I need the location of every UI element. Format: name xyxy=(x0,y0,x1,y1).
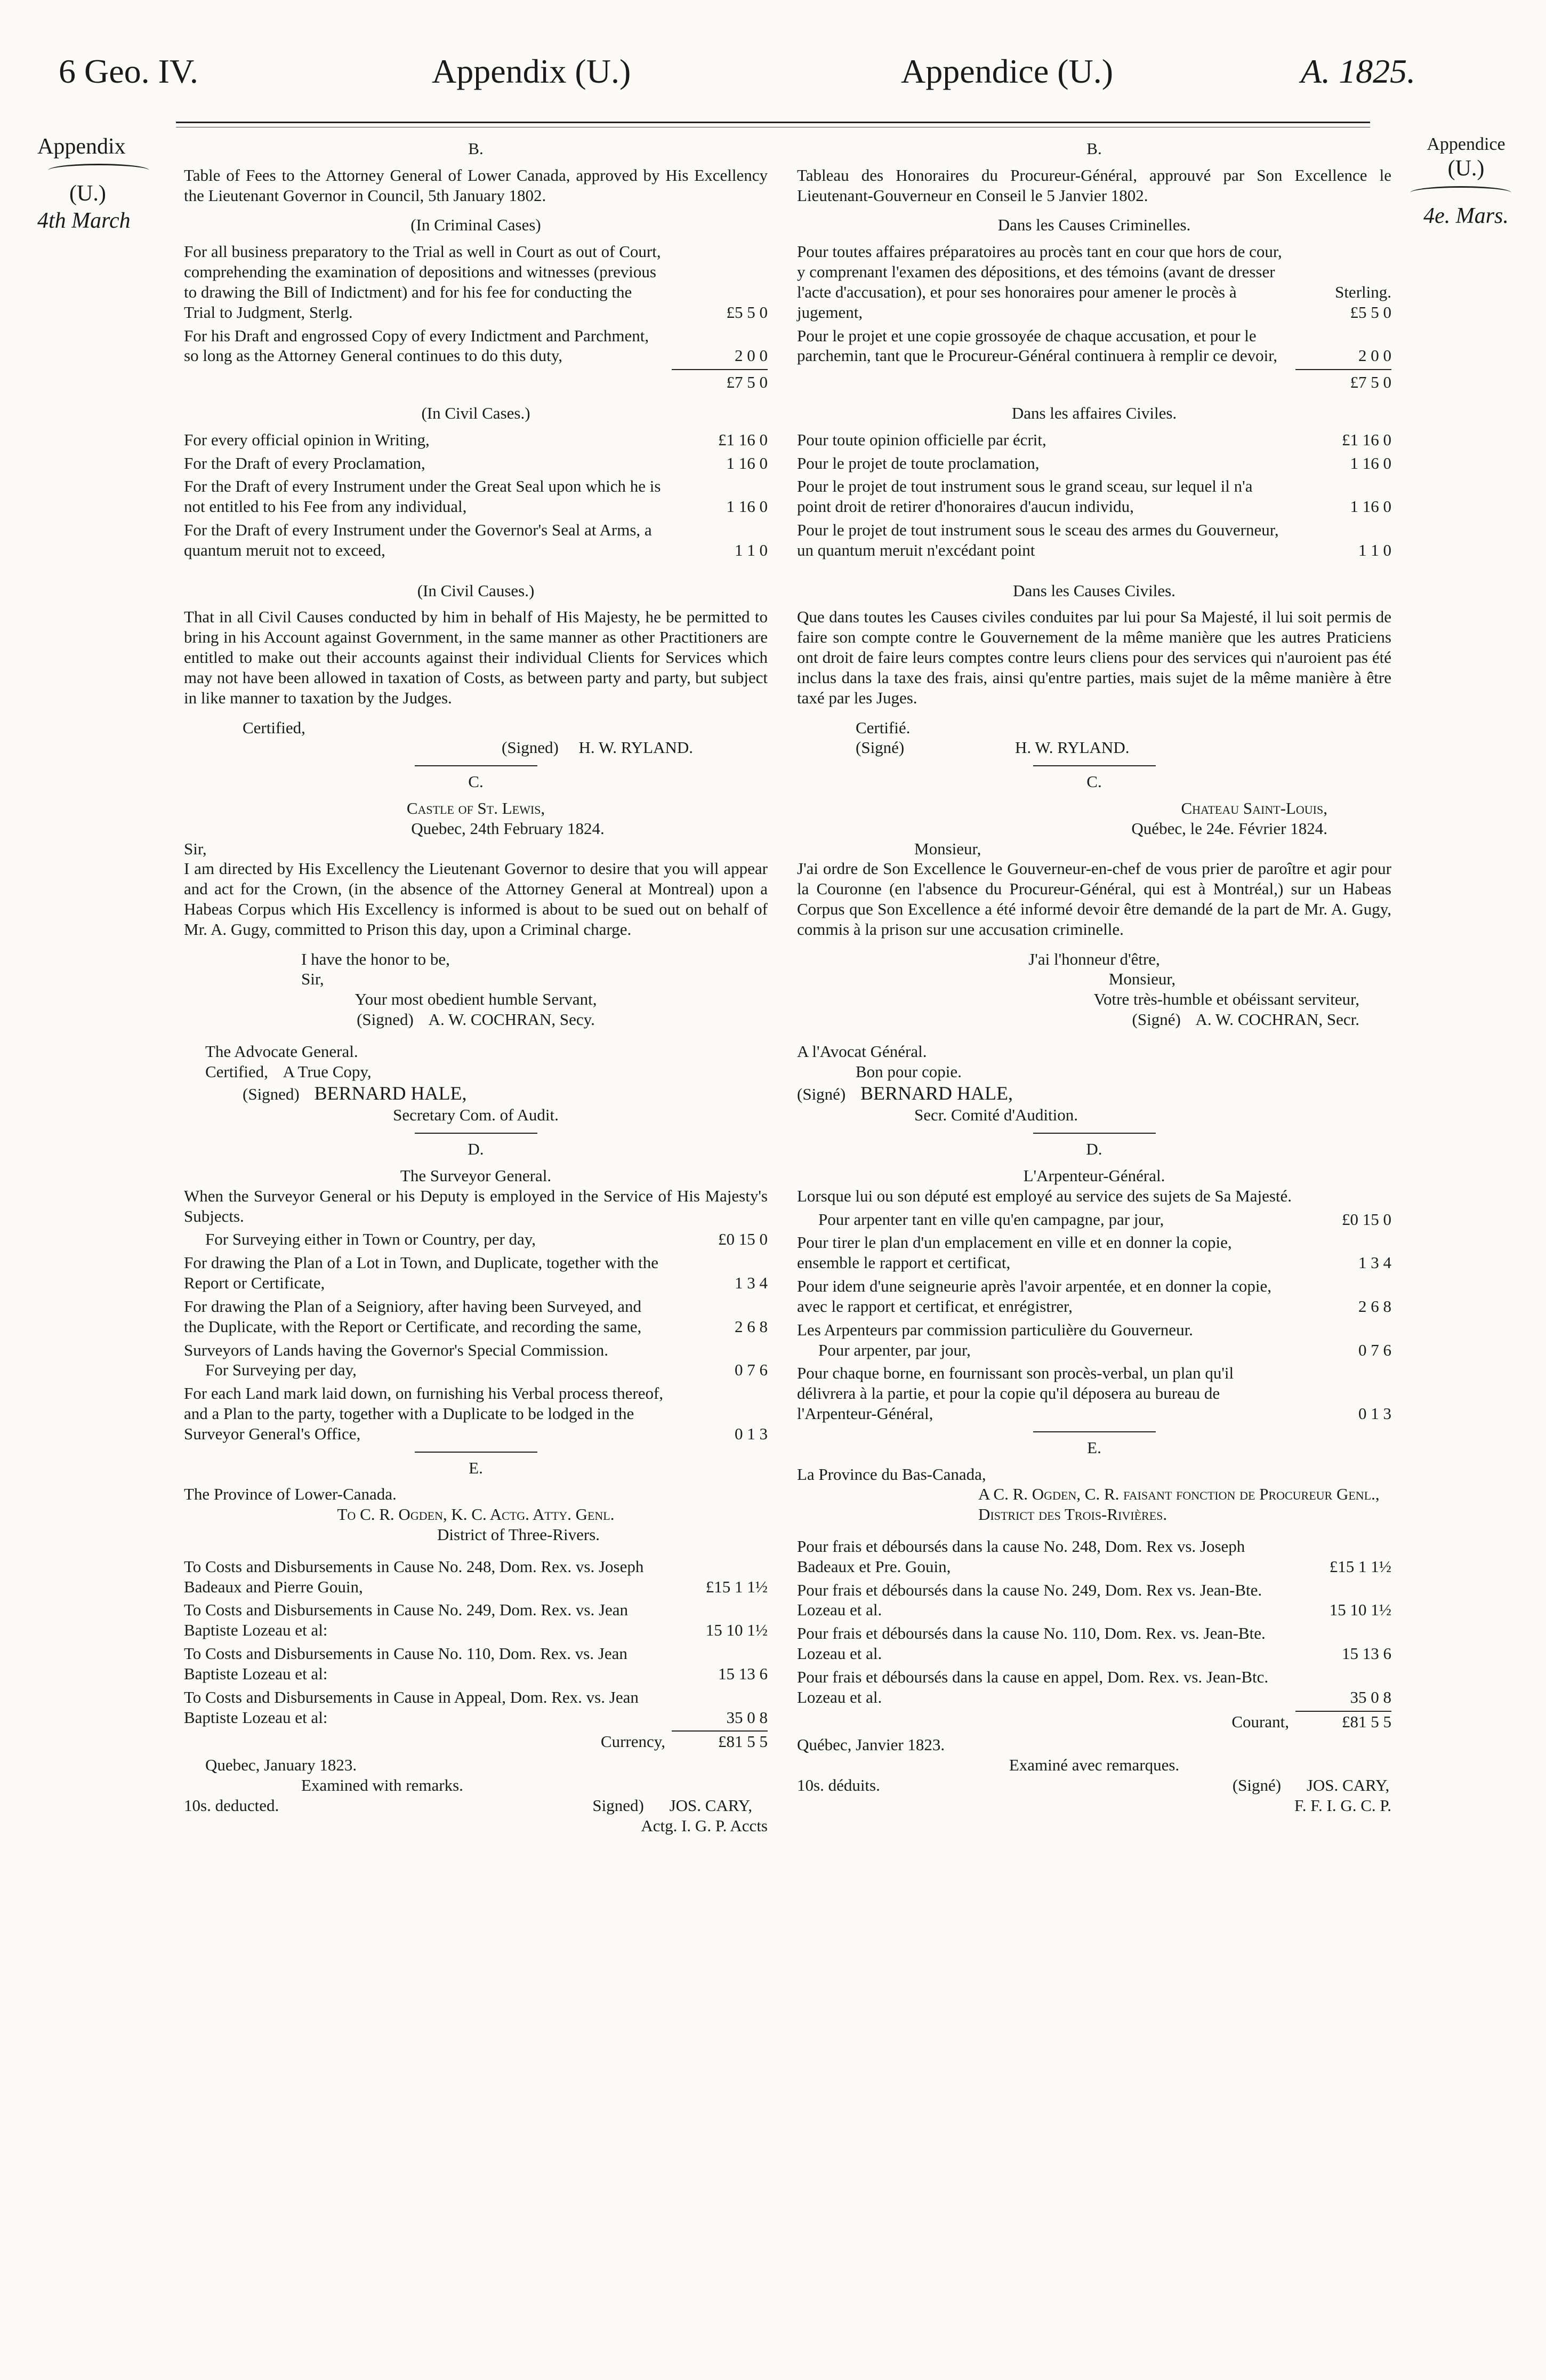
letter-honor: I have the honor to be, xyxy=(301,949,450,968)
fee-text: For his Draft and engrossed Copy of every Indictment and Parchment, so long as the Attorney General continues to do this duty, xyxy=(184,326,649,365)
account-amount: 15 13 6 xyxy=(718,1664,768,1683)
fee-row xyxy=(797,476,1391,517)
signer-ryland: H. W. RYLAND. xyxy=(1015,738,1130,757)
account-row xyxy=(184,1687,768,1728)
civil-causes-title: Dans les Causes Civiles. xyxy=(1013,581,1175,600)
account-text: Pour frais et déboursés dans la cause No. 248, Dom. Rex vs. Joseph Badeaux et Pre. Gouin, xyxy=(797,1537,1245,1576)
fee-row xyxy=(184,242,768,322)
fee-text: For drawing the Plan of a Seigniory, after having been Surveyed, and the Duplicate, with the Report or Certificate, and recording the same, xyxy=(184,1296,642,1336)
fee-total-amount: £7 5 0 xyxy=(672,369,768,392)
sterling-label: Sterling. xyxy=(1335,282,1391,301)
account-signature xyxy=(184,1796,768,1836)
account-row xyxy=(184,1644,768,1684)
fee-amount: 1 1 0 xyxy=(1358,540,1391,559)
signer-cochran: A. W. COCHRAN, Secy. xyxy=(428,1010,595,1029)
fee-row xyxy=(797,1340,1391,1360)
civil-causes-title: (In Civil Causes.) xyxy=(417,581,535,600)
letter-recipient: A l'Avocat Général. xyxy=(797,1041,927,1061)
fee-amount: 1 16 0 xyxy=(1350,497,1391,516)
province-label: The Province of Lower-Canada. xyxy=(184,1485,397,1504)
fee-row xyxy=(797,242,1391,322)
letter-servant: Votre très-humble et obéissant serviteur, xyxy=(1093,990,1359,1009)
letter-salutation: Sir, xyxy=(184,839,207,858)
fee-total xyxy=(184,369,768,392)
account-district: District of Three-Rivers. xyxy=(437,1525,600,1544)
true-copy-label: A True Copy, xyxy=(283,1062,372,1081)
margin-left-date: 4th March xyxy=(37,209,131,234)
fee-amount: 0 1 3 xyxy=(735,1424,768,1443)
fee-text: Pour le projet de toute proclamation, xyxy=(797,453,1040,472)
section-c-title: C. xyxy=(468,772,484,791)
hale-role: Secr. Comité d'Audition. xyxy=(914,1105,1078,1125)
section-e-title: E. xyxy=(469,1458,483,1477)
letter-salutation: Monsieur, xyxy=(914,839,981,858)
letter-signature xyxy=(184,1009,768,1030)
surveyor-intro: Lorsque lui ou son député est employé au service des sujets de Sa Majesté. xyxy=(797,1186,1292,1205)
account-text: Pour frais et déboursés dans la cause No. 249, Dom. Rex vs. Jean-Bte. Lozeau et al. xyxy=(797,1580,1262,1620)
fee-amount: 0 1 3 xyxy=(1358,1404,1391,1423)
fee-text: Pour toute opinion officielle par écrit, xyxy=(797,430,1046,449)
fee-text: Pour toutes affaires préparatoires au procès tant en cour que hors de cour, y comprenant l'examen des dépositions, et des témoins (avant de dresser l'acte d'accusation), et pour ses honoraires pour amener le procès à jugement, xyxy=(797,242,1282,322)
currency-label: Currency, xyxy=(600,1732,665,1751)
section-e-title: E. xyxy=(1087,1438,1101,1457)
fee-amount: 2 0 0 xyxy=(735,346,768,365)
currency-label: Courant, xyxy=(1231,1712,1289,1731)
signed-label: (Signé) xyxy=(797,1084,846,1103)
signed-label: (Signed) xyxy=(357,1010,414,1029)
fee-row xyxy=(184,520,768,560)
fee-row xyxy=(797,520,1391,560)
signer-cary: JOS. CARY, xyxy=(669,1796,752,1815)
fee-amount: 2 6 8 xyxy=(1358,1296,1391,1316)
account-row xyxy=(797,1623,1391,1664)
fee-text: For each Land mark laid down, on furnishing his Verbal process thereof, and a Plan to the party, together with a Duplicate to be lodged in the Surveyor General's Office, xyxy=(184,1384,664,1443)
account-amount: 35 0 8 xyxy=(1350,1687,1391,1706)
account-row xyxy=(184,1557,768,1597)
fee-text: For all business preparatory to the Trial as well in Court as out of Court, comprehending the examination of depositions and witnesses (previous to drawing the Bill of Indictment) and for his fee for conducting the Trial to Judgment, Sterlg. xyxy=(184,242,661,322)
fee-row xyxy=(797,1209,1391,1230)
account-amount: 15 13 6 xyxy=(1342,1644,1391,1663)
account-date: Québec, Janvier 1823. xyxy=(797,1735,945,1754)
section-b-title: B. xyxy=(1086,139,1102,158)
account-row xyxy=(184,1600,768,1640)
account-text: Pour frais et déboursés dans la cause en appel, Dom. Rex. vs. Jean-Btc. Lozeau et al. xyxy=(797,1667,1269,1706)
fee-text: Pour arpenter, par jour, xyxy=(818,1340,971,1359)
true-copy-label: Bon pour copie. xyxy=(856,1062,962,1081)
margin-right-label: Appendice xyxy=(1427,134,1505,154)
fee-amount: 1 16 0 xyxy=(726,497,768,516)
signed-label: (Signé) xyxy=(856,738,905,757)
fee-row xyxy=(184,453,768,474)
signer-ryland: H. W. RYLAND. xyxy=(578,738,693,757)
signed-label: (Signed) xyxy=(502,738,559,757)
page-header xyxy=(37,51,1509,109)
fee-text: Pour chaque borne, en fournissant son procès-verbal, un plan qu'il délivrera à la partie, et pour la copie qu'il déposera au bureau de l'Arpenteur-Général, xyxy=(797,1364,1234,1423)
fee-row xyxy=(184,1253,768,1293)
fee-row xyxy=(184,476,768,517)
account-text: To Costs and Disbursements in Cause in Appeal, Dom. Rex. vs. Jean Baptiste Lozeau et al: xyxy=(184,1687,639,1727)
account-text: Pour frais et déboursés dans la cause No. 110, Dom. Rex. vs. Jean-Bte. Lozeau et al. xyxy=(797,1624,1266,1663)
account-row xyxy=(797,1580,1391,1621)
fee-amount: 0 7 6 xyxy=(1358,1340,1391,1359)
fee-row xyxy=(184,1383,768,1444)
fee-amount: 1 16 0 xyxy=(1350,453,1391,472)
letter-recipient: The Advocate General. xyxy=(205,1041,358,1061)
fee-amount: 1 1 0 xyxy=(735,540,768,559)
copy-signature xyxy=(184,1082,768,1105)
header-center-en: Appendix (U.) xyxy=(432,52,631,90)
certified-label: Certifié. xyxy=(856,718,911,737)
margin-right xyxy=(1399,133,1533,230)
signer-cochran: A. W. COCHRAN, Secr. xyxy=(1195,1010,1359,1029)
letter-certified xyxy=(184,1062,768,1082)
deducted-note: 10s. deducted. xyxy=(184,1796,279,1815)
letter-place: Chateau Saint-Louis, xyxy=(1181,798,1327,818)
header-left: 6 Geo. IV. xyxy=(59,52,198,90)
header-rule xyxy=(176,122,1370,123)
account-text: To Costs and Disbursements in Cause No. 110, Dom. Rex. vs. Jean Baptiste Lozeau et al: xyxy=(184,1644,627,1683)
account-total-row xyxy=(797,1711,1391,1732)
fee-text: Pour le projet de tout instrument sous le sceau des armes du Gouverneur, un quantum meruit n'excédant point xyxy=(797,520,1279,559)
section-b-title: B. xyxy=(468,139,484,158)
letter-date: Quebec, 24th February 1824. xyxy=(411,819,605,838)
letter-body: J'ai ordre de Son Excellence le Gouverneur-en-chef de vous prier de paroître et agir pour la Couronne (en l'absence du Procureur-Général, qui est à Montréal,) sur un Habeas Corpus que Son Excellence a été informé devoir être demandé de la part de Mr. A. Gugy, commis à la prison sur une accusation criminelle. xyxy=(797,859,1391,939)
signed-label: (Signé) xyxy=(1232,1775,1282,1794)
fee-amount: £5 5 0 xyxy=(726,302,768,322)
fee-row xyxy=(184,430,768,450)
section-c-title: C. xyxy=(1086,772,1102,791)
account-amount: £15 1 1½ xyxy=(1329,1557,1391,1576)
account-text: To Costs and Disbursements in Cause No. 248, Dom. Rex. vs. Joseph Badeaux and Pierre Gouin, xyxy=(184,1557,644,1596)
fee-text: For every official opinion in Writing, xyxy=(184,430,430,449)
fee-row xyxy=(797,430,1391,450)
section-d-title: D. xyxy=(468,1140,484,1159)
header-center-fr: Appendice (U.) xyxy=(901,52,1114,90)
margin-left-code: (U.) xyxy=(69,181,106,206)
criminal-title: (In Criminal Cases) xyxy=(410,215,541,235)
account-addressee: To C. R. Ogden, K. C. Actg. Atty. Genl. xyxy=(337,1505,615,1524)
account-date: Quebec, January 1823. xyxy=(205,1756,357,1775)
fee-text: For Surveying either in Town or Country, per day, xyxy=(205,1230,536,1249)
fee-text: Pour le projet de tout instrument sous le grand sceau, sur lequel il n'a point droit de retirer d'honoraires d'aucun individu, xyxy=(797,477,1253,516)
fee-row xyxy=(797,326,1391,366)
signature-b xyxy=(184,738,768,758)
examined-label: Examiné avec remarques. xyxy=(1009,1756,1180,1775)
divider xyxy=(1033,765,1156,766)
account-addressee: A C. R. Ogden, C. R. faisant fonction de Procureur Genl., District des Trois-Rivières. xyxy=(978,1485,1380,1524)
english-column xyxy=(184,133,768,1836)
margin-right-brace xyxy=(1410,186,1511,199)
criminal-title: Dans les Causes Criminelles. xyxy=(997,215,1191,235)
account-total: £81 5 5 xyxy=(672,1730,768,1752)
account-amount: 35 0 8 xyxy=(726,1708,768,1727)
fee-amount: 2 6 8 xyxy=(735,1317,768,1336)
fee-text: Pour idem d'une seigneurie après l'avoir arpentée, et en donner la copie, avec le rapport et certificat, et enrégistrer, xyxy=(797,1277,1272,1316)
french-column xyxy=(797,133,1391,1816)
civil-title: (In Civil Cases.) xyxy=(421,403,530,422)
divider xyxy=(415,1133,537,1134)
fee-total-amount: £7 5 0 xyxy=(1295,369,1391,392)
signed-label: Signed) xyxy=(592,1796,644,1815)
cary-role: Actg. I. G. P. Accts xyxy=(641,1816,768,1835)
account-row xyxy=(797,1667,1391,1708)
fee-row xyxy=(797,1276,1391,1317)
letter-servant: Your most obedient humble Servant, xyxy=(355,990,597,1009)
copy-signature xyxy=(797,1082,1391,1105)
fee-row xyxy=(797,1363,1391,1423)
letter-place: Castle of St. Lewis, xyxy=(406,798,545,818)
header-right: A. 1825. xyxy=(1301,52,1416,90)
fee-text: For the Draft of every Instrument under the Governor's Seal at Arms, a quantum meruit not to exceed, xyxy=(184,520,652,559)
fee-amount: £0 15 0 xyxy=(1342,1209,1391,1229)
fee-amount: £0 15 0 xyxy=(718,1230,768,1249)
account-amount: £15 1 1½ xyxy=(705,1577,768,1596)
margin-right-date: 4e. Mars. xyxy=(1423,203,1509,228)
certified-label: Certified, xyxy=(205,1062,268,1081)
letter-sir: Sir, xyxy=(301,969,324,989)
fee-text: For Surveying per day, xyxy=(205,1360,357,1380)
divider xyxy=(415,1452,537,1453)
cary-role: F. F. I. G. C. P. xyxy=(1294,1796,1391,1815)
fee-text: Pour tirer le plan d'un emplacement en ville et en donner la copie, ensemble le rapport et certificat, xyxy=(797,1233,1232,1272)
letter-signature xyxy=(797,1009,1391,1030)
section-b-intro: Tableau des Honoraires du Procureur-Général, approuvé par Son Excellence le Lieutenant-Gouverneur en Conseil le 5 Janvier 1802. xyxy=(797,165,1391,205)
fee-amount: 2 0 0 xyxy=(1358,346,1391,365)
fee-total xyxy=(797,369,1391,392)
margin-left-label: Appendix xyxy=(37,134,126,159)
account-total-row xyxy=(184,1730,768,1752)
letter-body: I am directed by His Excellency the Lieutenant Governor to desire that you will appear and act for the Crown, (in the absence of the Attorney General at Montreal) upon a Habeas Corpus which His Excellency is informed is about to be sued out on behalf of Mr. A. Gugy, committed to Prison this day, upon a Criminal charge. xyxy=(184,859,768,939)
signer-hale: BERNARD HALE, xyxy=(314,1082,467,1104)
account-signature xyxy=(797,1775,1391,1816)
fee-row xyxy=(797,1232,1391,1273)
signer-hale: BERNARD HALE, xyxy=(860,1082,1013,1104)
civil-causes-paragraph: Que dans toutes les Causes civiles conduites par lui pour Sa Majesté, il lui soit permis de faire son compte contre le Gouvernement de la même manière que les autres Praticiens ont droit de faire leurs comptes contre leurs cliens pour des services qui n'auroient pas été inclus dans la taxe des frais, ainsi qu'entre parties, mais sujet de la même manière à être taxé par les Juges. xyxy=(797,607,1391,707)
fee-text: For drawing the Plan of a Lot in Town, and Duplicate, together with the Report or Certificate, xyxy=(184,1253,659,1293)
letter-date: Québec, le 24e. Février 1824. xyxy=(1131,819,1327,838)
fee-amount: 1 16 0 xyxy=(726,453,768,472)
account-text: To Costs and Disbursements in Cause No. 249, Dom. Rex. vs. Jean Baptiste Lozeau et al: xyxy=(184,1600,629,1640)
fee-text: For the Draft of every Proclamation, xyxy=(184,453,425,472)
fee-row xyxy=(184,1360,768,1380)
letter-sir: Monsieur, xyxy=(1108,969,1176,989)
signed-label: (Signed) xyxy=(243,1084,300,1103)
fee-row xyxy=(184,326,768,366)
margin-left-brace xyxy=(48,164,149,177)
signer-cary: JOS. CARY, xyxy=(1306,1775,1390,1794)
margin-left xyxy=(37,133,181,235)
divider xyxy=(415,765,537,766)
section-d-title: D. xyxy=(1086,1140,1102,1159)
fee-amount: 1 3 4 xyxy=(1358,1253,1391,1272)
examined-label: Examined with remarks. xyxy=(301,1775,463,1794)
account-total: £81 5 5 xyxy=(1295,1711,1391,1732)
fee-amount: 0 7 6 xyxy=(735,1360,768,1380)
fee-amount: £5 5 0 xyxy=(1350,302,1391,322)
civil-causes-paragraph: That in all Civil Causes conducted by him in behalf of His Majesty, he be permitted to bring in his Account against Government, in the same manner as other Practitioners are entitled to make out their accounts against their individual Clients for Services which may not have been allowed in taxation of Costs, as between party and party, but subject in like manner to taxation by the Judges. xyxy=(184,607,768,707)
deducted-note: 10s. déduits. xyxy=(797,1775,880,1794)
fee-row xyxy=(184,1229,768,1249)
divider xyxy=(1033,1431,1156,1432)
account-amount: 15 10 1½ xyxy=(705,1621,768,1640)
certified-label: Certified, xyxy=(243,718,305,737)
surveyor-title: The Surveyor General. xyxy=(400,1166,552,1185)
signature-b xyxy=(797,738,1391,758)
account-amount: 15 10 1½ xyxy=(1329,1600,1391,1620)
fee-amount: £1 16 0 xyxy=(718,430,768,449)
fee-amount: 1 3 4 xyxy=(735,1273,768,1293)
section-b-intro: Table of Fees to the Attorney General of Lower Canada, approved by His Excellency the Lieutenant Governor in Council, 5th January 1802. xyxy=(184,165,768,205)
letter-honor: J'ai l'honneur d'être, xyxy=(1028,949,1160,968)
fee-row xyxy=(797,453,1391,474)
civil-title: Dans les affaires Civiles. xyxy=(1011,403,1177,422)
province-label: La Province du Bas-Canada, xyxy=(797,1464,986,1484)
surveyor-commission-title: Les Arpenteurs par commission particulière du Gouverneur. xyxy=(797,1320,1193,1339)
fee-amount: £1 16 0 xyxy=(1342,430,1391,449)
divider xyxy=(1033,1133,1156,1134)
margin-right-code: (U.) xyxy=(1447,156,1485,181)
fee-text: Pour le projet et une copie grossoyée de chaque accusation, et pour le parchemin, tant que le Procureur-Général continuera à remplir ce devoir, xyxy=(797,326,1278,365)
fee-row xyxy=(184,1296,768,1337)
hale-role: Secretary Com. of Audit. xyxy=(393,1105,559,1125)
surveyor-intro: When the Surveyor General or his Deputy is employed in the Service of His Majesty's Subjects. xyxy=(184,1186,768,1225)
fee-text: For the Draft of every Instrument under the Great Seal upon which he is not entitled to his Fee from any individual, xyxy=(184,477,661,516)
surveyor-title: L'Arpenteur-Général. xyxy=(1023,1166,1165,1185)
surveyor-commission-title: Surveyors of Lands having the Governor's Special Commission. xyxy=(184,1340,608,1359)
account-row xyxy=(797,1536,1391,1577)
fee-text: Pour arpenter tant en ville qu'en campagne, par jour, xyxy=(818,1209,1164,1229)
signed-label: (Signé) xyxy=(1132,1010,1181,1029)
